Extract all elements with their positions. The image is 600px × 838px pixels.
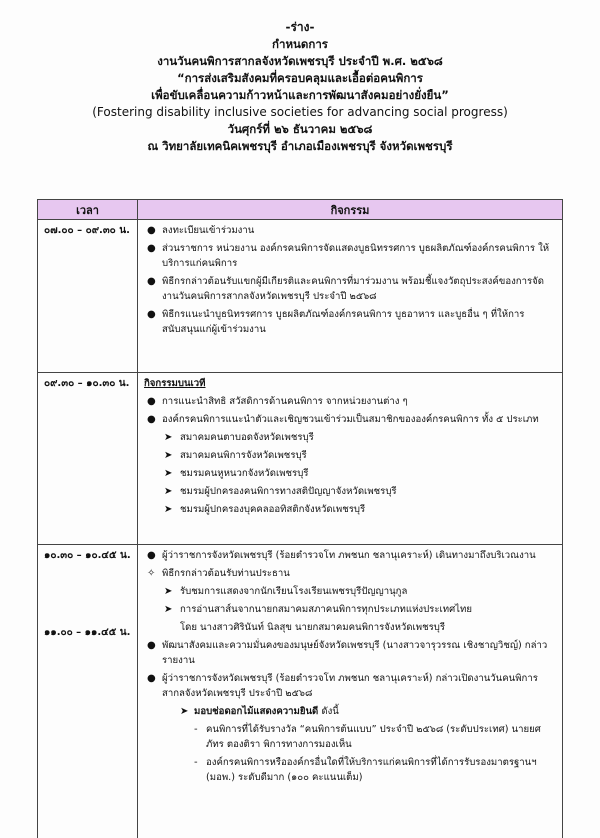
- schedule-title: กำหนดการ: [272, 37, 328, 51]
- arrow-icon: ➤: [164, 468, 173, 479]
- bullet-icon: ●: [147, 550, 156, 561]
- event-date: วันศุกร์ที่ ๒๖ ธันวาคม ๒๕๖๘: [227, 122, 373, 136]
- list-item: ● พัฒนาสังคมและความมั่นคงของมนุษย์จังหวัดเพชรบุรี (นางสาวจารุวรรณ เชิงชาญวิชญ์) กล่าวรายงาน: [147, 640, 548, 666]
- event-name: งานวันคนพิการสากลจังหวัดเพชรบุรี ประจำปี พ.ศ. ๒๕๖๘: [157, 54, 443, 68]
- org-item: ➤ ชมรมคนหูหนวกจังหวัดเพชรบุรี: [164, 468, 309, 479]
- time-slot-b: ๑๑.๐๐ – ๑๑.๔๕ น.: [44, 627, 131, 638]
- theme-english: (Fostering disability inclusive societies for advancing social progress): [92, 105, 508, 119]
- diamond-icon: ✧: [147, 568, 156, 579]
- list-item: ● ส่วนราชการ หน่วยงาน องค์กรคนพิการจัดแสดงบูธนิทรรศการ บูธผลิตภัณฑ์องค์กรคนพิการ ให้บริการแก่คนพิการ: [147, 243, 550, 269]
- arrow-icon: ➤: [164, 450, 173, 461]
- table-row: [38, 545, 563, 838]
- draft-label: -ร่าง-: [285, 20, 315, 34]
- dash-icon: -: [194, 757, 198, 768]
- list-item: ● องค์กรคนพิการแนะนำตัวและเชิญชวนเข้าร่วมเป็นสมาชิกขององค์กรคนพิการ ทั้ง ๕ ประเภท: [147, 414, 539, 425]
- recipient-item: - คนพิการที่ได้รับรางวัล “คนพิการต้นแบบ” ประจำปี ๒๕๖๘ (ระดับประเทศ) นายยศภัทร ตองติรา พิการทางการมองเห็น: [194, 724, 541, 750]
- bullet-icon: ●: [147, 276, 156, 287]
- time-cell: ๐๗.๐๐ – ๐๙.๓๐ น.: [38, 220, 138, 373]
- list-item: ● ผู้ว่าราชการจังหวัดเพชรบุรี (ร้อยตำรวจโท ภพชนก ชลานุเคราะห์) เดินทางมาถึงบริเวณงาน: [147, 550, 536, 561]
- time-slot-a: ๑๐.๓๐ – ๑๐.๔๕ น.: [44, 550, 131, 561]
- table-row: [38, 220, 563, 373]
- list-item: ● พิธีกรกล่าวต้อนรับแขกผู้มีเกียรติและคนพิการที่มาร่วมงาน พร้อมชี้แจงวัตถุประสงค์ของการจัดงานวันคนพิการสากลจังหวัดเพชรบุรี ประจำปี ๒๕๖๘: [147, 276, 544, 302]
- stage-activities-heading: กิจกรรมบนเวที: [144, 378, 206, 389]
- arrow-icon: ➤: [164, 504, 173, 515]
- flowers-item: ➤ มอบช่อดอกไม้แสดงความยินดี ดังนี้: [180, 706, 339, 717]
- dash-icon: -: [194, 724, 198, 735]
- table-header-row: [38, 200, 563, 220]
- event-venue: ณ วิทยาลัยเทคนิคเพชรบุรี อำเภอเมืองเพชรบุรี จังหวัดเพชรบุรี: [147, 139, 453, 153]
- bullet-icon: ●: [147, 673, 156, 684]
- sub-item: ➤ การอ่านสาส์นจากนายกสมาคมสภาคนพิการทุกประเภทแห่งประเทศไทย: [164, 604, 472, 615]
- bullet-icon: ●: [147, 414, 156, 425]
- list-item: ✧ พิธีกรกล่าวต้อนรับท่านประธาน: [147, 568, 290, 579]
- table-row: [38, 373, 563, 545]
- time-cell: ๐๙.๓๐ – ๑๐.๓๐ น.: [38, 373, 138, 545]
- theme-line-2: เพื่อขับเคลื่อนความก้าวหน้าและการพัฒนาสังคมอย่างยั่งยืน”: [151, 88, 449, 102]
- activity-column-header: กิจกรรม: [138, 200, 563, 220]
- schedule-table: [37, 199, 563, 838]
- org-item: ➤ ชมรมผู้ปกครองบุคคลออทิสติกจังหวัดเพชรบุรี: [164, 504, 366, 515]
- org-item: ➤ สมาคมคนพิการจังหวัดเพชรบุรี: [164, 450, 307, 461]
- reader-line: โดย นางสาวศิรินันท์ นิลสุข นายกสมาคมคนพิการจังหวัดเพชรบุรี: [180, 622, 446, 633]
- arrow-icon: ➤: [164, 432, 173, 443]
- sub-item: ➤ รับชมการแสดงจากนักเรียนโรงเรียนเพชรบุรีปัญญานุกูล: [164, 586, 408, 597]
- activity-cell: [138, 545, 563, 838]
- arrow-icon: ➤: [180, 706, 189, 717]
- list-item: ● การแนะนำสิทธิ สวัสดิการด้านคนพิการ จากหน่วยงานต่าง ๆ: [147, 396, 408, 407]
- bullet-icon: ●: [147, 640, 156, 651]
- theme-line-1: “การส่งเสริมสังคมที่ครอบคลุมและเอื้อต่อคนพิการ: [177, 71, 423, 85]
- activity-cell: [138, 373, 563, 545]
- arrow-icon: ➤: [164, 586, 173, 597]
- activity-cell: [138, 220, 563, 373]
- list-item: ● พิธีกรแนะนำบูธนิทรรศการ บูธผลิตภัณฑ์องค์กรคนพิการ บูธอาหาร และบูธอื่น ๆ ที่ให้การสนับสนุนแก่ผู้เข้าร่วมงาน: [147, 309, 525, 335]
- list-item: ● ลงทะเบียนเข้าร่วมงาน: [147, 225, 255, 236]
- bullet-icon: ●: [147, 396, 156, 407]
- bullet-icon: ●: [147, 309, 156, 320]
- recipient-item: - องค์กรคนพิการหรือองค์กรอื่นใดที่ให้บริการแก่คนพิการที่ได้การรับรองมาตรฐานฯ (มอพ.) ระดับดีมาก (๑๐๐ คะแนนเต็ม): [194, 757, 537, 783]
- org-item: ➤ สมาคมคนตาบอดจังหวัดเพชรบุรี: [164, 432, 314, 443]
- bullet-icon: ●: [147, 243, 156, 254]
- arrow-icon: ➤: [164, 604, 173, 615]
- document-header: [30, 12, 570, 155]
- time-cell: [38, 545, 138, 838]
- bullet-icon: ●: [147, 225, 156, 236]
- list-item: ● ผู้ว่าราชการจังหวัดเพชรบุรี (ร้อยตำรวจโท ภพชนก ชลานุเคราะห์) กล่าวเปิดงานวันคนพิการสากลจังหวัดเพชรบุรี ประจำปี ๒๕๖๘: [147, 673, 538, 699]
- org-item: ➤ ชมรมผู้ปกครองคนพิการทางสติปัญญาจังหวัดเพชรบุรี: [164, 486, 397, 497]
- arrow-icon: ➤: [164, 486, 173, 497]
- time-column-header: เวลา: [38, 200, 138, 220]
